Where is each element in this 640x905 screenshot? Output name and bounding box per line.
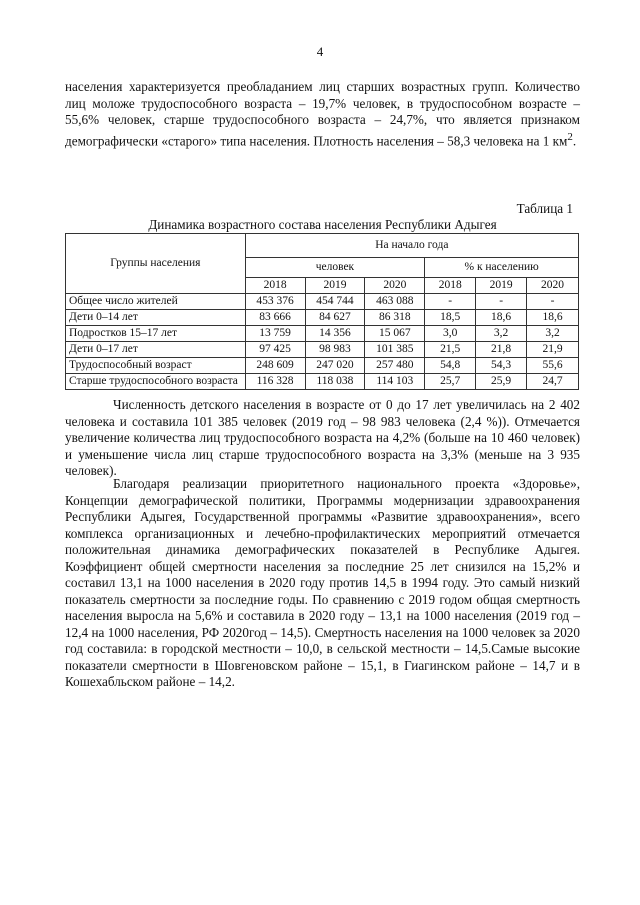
mortality-paragraph: Благодаря реализации приоритетного национального проекта «Здоровье», Концепции демографической политики, Программы модернизации здравоохранения Республики Адыгея, Государственной программы «Развитие здравоохранения», всего комплекса организационных и лечебно-профилактических мероприятий отмечается положительная динамика демографических показателей в Республике Адыгея. Коэффициент общей смертности населения за последние 25 лет снизился на 15,2% и составил 13,1 на 1000 населения в 2020 году против 14,5 в 1994 году. Это самый низкий показатель смертности за последние годы. По сравнению с 2019 годом общая смертность населения выросла на 5,6% и составила в 2020 году – 13,1 на 1000 населения (2019 год – 12,4 на 1000 населения, РФ 2020год – 14,5). Смертность населения на 1000 человек за 2020 год составила: в городской местности – 10,0, в сельской местности – 14,5.Самые высокие показатели смертности в Шовгеновском районе – 15,1, в Гиагинском районе – 14,7 и в Кошехабльском районе – 14,2. (65, 476, 580, 689)
table-cell: 3,2 (476, 326, 527, 342)
population-table (65, 233, 579, 390)
row-label: Дети 0–14 лет (66, 310, 246, 326)
header-year: 2019 (305, 278, 365, 294)
table-cell: 98 983 (305, 342, 365, 358)
table-cell: 3,0 (425, 326, 476, 342)
header-persons: человек (245, 258, 425, 278)
table-cell: 84 627 (305, 310, 365, 326)
header-year: 2019 (476, 278, 527, 294)
table-row (66, 342, 579, 358)
table-cell: 97 425 (245, 342, 305, 358)
table-row (66, 326, 579, 342)
table-cell: 18,6 (476, 310, 527, 326)
row-label: Старше трудоспособного возраста (66, 374, 246, 390)
table-cell: 247 020 (305, 358, 365, 374)
row-label: Трудоспособный возраст (66, 358, 246, 374)
table-row (66, 358, 579, 374)
row-label: Общее число жителей (66, 294, 246, 310)
table-cell: 18,6 (527, 310, 579, 326)
table-row (66, 294, 579, 310)
table-cell: 257 480 (365, 358, 425, 374)
header-year: 2018 (425, 278, 476, 294)
table-row (66, 374, 579, 390)
table-cell: - (425, 294, 476, 310)
table-cell: 24,7 (527, 374, 579, 390)
table-cell: 114 103 (365, 374, 425, 390)
table-cell: 25,9 (476, 374, 527, 390)
table-label: Таблица 1 (516, 201, 573, 216)
table-cell: 21,9 (527, 342, 579, 358)
table-cell: 55,6 (527, 358, 579, 374)
table-cell: 248 609 (245, 358, 305, 374)
intro-text: населения характеризуется преобладанием лиц старших возрастных групп. Количество лиц моложе трудоспособного возраста – 19,7% человек, в трудоспособном возрасте – 55,6% человек, старше трудоспособного возраста – 24,7%, что является признаком демографически «старого» типа населения. Плотность населения – 58,3 человека на 1 км (65, 79, 580, 148)
table-cell: 54,3 (476, 358, 527, 374)
superscript: 2 (567, 130, 573, 143)
header-year: 2018 (245, 278, 305, 294)
header-percent: % к населению (425, 258, 579, 278)
row-label: Подростков 15–17 лет (66, 326, 246, 342)
row-label: Дети 0–17 лет (66, 342, 246, 358)
table-cell: 54,8 (425, 358, 476, 374)
table-cell: 21,8 (476, 342, 527, 358)
table-row (66, 310, 579, 326)
table-cell: 453 376 (245, 294, 305, 310)
table-cell: 21,5 (425, 342, 476, 358)
table-cell: 83 666 (245, 310, 305, 326)
header-population-groups: Группы населения (66, 234, 246, 294)
table-cell: 86 318 (365, 310, 425, 326)
table-cell: - (527, 294, 579, 310)
page-number: 4 (316, 44, 324, 59)
table-cell: - (476, 294, 527, 310)
table-cell: 25,7 (425, 374, 476, 390)
table-cell: 15 067 (365, 326, 425, 342)
table-cell: 463 088 (365, 294, 425, 310)
table-title: Динамика возрастного состава населения Республики Адыгея (148, 217, 497, 232)
intro-period: . (572, 132, 577, 148)
child-population-paragraph: Численность детского населения в возрасте от 0 до 17 лет увеличилась на 2 402 человека и составила 101 385 человек (2019 год – 98 983 человека (2,4 %)). Отмечается увеличение количества лиц трудоспособного возраста на 4,2% (больше на 10 460 человек) и уменьшение числа лиц старше трудоспособного возраста на 3,3% (меньше на 3 935 человек). (65, 397, 580, 478)
header-year: 2020 (527, 278, 579, 294)
table-cell: 14 356 (305, 326, 365, 342)
table-cell: 101 385 (365, 342, 425, 358)
table-cell: 116 328 (245, 374, 305, 390)
intro-paragraph (65, 79, 580, 149)
table-cell: 454 744 (305, 294, 365, 310)
header-year: 2020 (365, 278, 425, 294)
table-cell: 3,2 (527, 326, 579, 342)
header-start-of-year: На начало года (245, 234, 578, 258)
table-cell: 13 759 (245, 326, 305, 342)
table-cell: 18,5 (425, 310, 476, 326)
table-cell: 118 038 (305, 374, 365, 390)
